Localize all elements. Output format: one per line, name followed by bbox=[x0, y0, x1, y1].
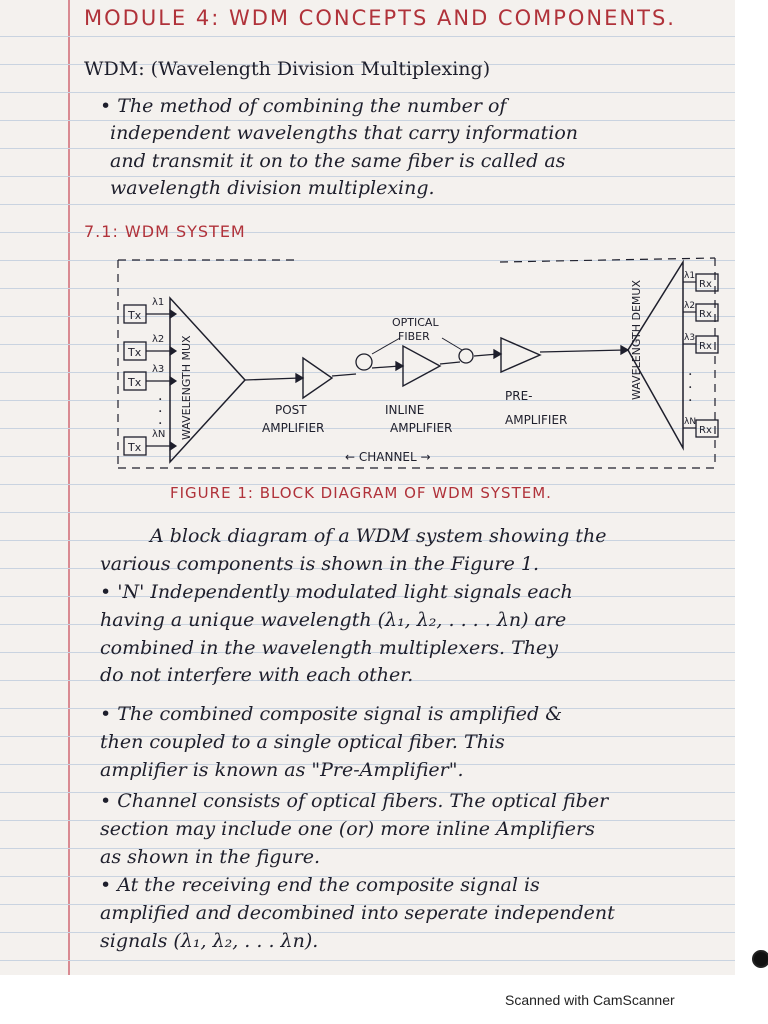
lambda-in-label: λN bbox=[152, 429, 166, 440]
lambda-out-label: λN bbox=[684, 417, 697, 427]
channel-label: ← CHANNEL → bbox=[345, 450, 431, 464]
svg-text:.: . bbox=[158, 412, 163, 428]
definition-line-4: wavelength division multiplexing. bbox=[110, 177, 435, 199]
mux-label: WAVELENGTH MUX bbox=[180, 335, 193, 440]
tx-label: Tx bbox=[128, 346, 142, 359]
body-line-15: signals (λ₁, λ₂, . . . λn). bbox=[100, 930, 319, 952]
post-amp-label: POST bbox=[275, 403, 307, 417]
ruled-line bbox=[0, 960, 735, 961]
body-line-9: amplifier is known as "Pre-Amplifier". bbox=[100, 759, 464, 781]
inline-amp-label: AMPLIFIER bbox=[390, 421, 453, 435]
page-title: MODULE 4: WDM CONCEPTS AND COMPONENTS. bbox=[84, 6, 676, 30]
fiber-label: FIBER bbox=[398, 330, 430, 343]
body-line-8: then coupled to a single optical fiber. This bbox=[100, 731, 505, 753]
scanner-footer: Scanned with CamScanner bbox=[505, 992, 675, 1008]
section-heading: 7.1: WDM SYSTEM bbox=[84, 222, 246, 241]
lambda-out-label: λ1 bbox=[684, 271, 696, 281]
rx-label: Rx bbox=[699, 309, 712, 320]
rx-label: Rx bbox=[699, 279, 712, 290]
tx-boxes bbox=[124, 305, 146, 455]
fiber-spool-icon bbox=[459, 349, 473, 363]
body-line-11: section may include one (or) more inline Amplifiers bbox=[100, 818, 595, 840]
wdm-heading: WDM: (Wavelength Division Multiplexing) bbox=[84, 58, 491, 80]
lambda-in-label: λ3 bbox=[152, 364, 165, 375]
tx-label: Tx bbox=[128, 376, 142, 389]
ruled-line bbox=[0, 512, 735, 513]
body-line-14: amplified and decombined into seperate independent bbox=[100, 902, 615, 924]
fiber-spool-icon bbox=[356, 354, 372, 370]
lambda-in-label: λ2 bbox=[152, 334, 165, 345]
svg-text:.: . bbox=[688, 363, 693, 379]
definition-line-1: • The method of combining the number of bbox=[100, 95, 507, 117]
demux-label: WAVELENGTH DEMUX bbox=[630, 280, 643, 400]
pre-amplifier bbox=[501, 338, 540, 372]
body-line-5: combined in the wavelength multiplexers. They bbox=[100, 637, 559, 659]
svg-text:.: . bbox=[158, 388, 163, 404]
pre-amp-label: AMPLIFIER bbox=[505, 413, 568, 427]
inline-amp-label: INLINE bbox=[385, 403, 425, 417]
body-line-2: various components is shown in the Figure 1. bbox=[100, 553, 540, 575]
body-line-12: as shown in the figure. bbox=[100, 846, 321, 868]
body-line-1: A block diagram of a WDM system showing the bbox=[150, 525, 607, 547]
lambda-out-label: λ3 bbox=[684, 333, 696, 343]
body-line-3: • 'N' Independently modulated light signals each bbox=[100, 581, 573, 603]
lambda-in-label: λ1 bbox=[152, 297, 165, 308]
page-corner-mark bbox=[752, 950, 768, 968]
svg-text:.: . bbox=[688, 389, 693, 405]
pre-amp-label: PRE- bbox=[505, 389, 533, 403]
inline-amplifier bbox=[403, 346, 440, 386]
body-line-6: do not interfere with each other. bbox=[100, 664, 414, 686]
svg-text:.: . bbox=[158, 400, 163, 416]
post-amp-label: AMPLIFIER bbox=[262, 421, 325, 435]
body-line-10: • Channel consists of optical fibers. The optical fiber bbox=[100, 790, 609, 812]
svg-text:.: . bbox=[688, 376, 693, 392]
rx-label: Rx bbox=[699, 341, 712, 352]
tx-label: Tx bbox=[128, 309, 142, 322]
body-line-13: • At the receiving end the composite signal is bbox=[100, 874, 540, 896]
post-amplifier bbox=[303, 358, 332, 398]
definition-line-3: and transmit it on to the same fiber is called as bbox=[110, 150, 566, 172]
lambda-out-label: λ2 bbox=[684, 301, 696, 311]
body-line-7: • The combined composite signal is amplified & bbox=[100, 703, 563, 725]
tx-label: Tx bbox=[128, 441, 142, 454]
rx-label: Rx bbox=[699, 425, 712, 436]
figure-caption: FIGURE 1: BLOCK DIAGRAM OF WDM SYSTEM. bbox=[170, 484, 552, 502]
body-line-4: having a unique wavelength (λ₁, λ₂, . . . . λn) are bbox=[100, 609, 567, 631]
fiber-label: OPTICAL bbox=[392, 316, 439, 329]
definition-line-2: independent wavelengths that carry information bbox=[110, 122, 579, 144]
wdm-block-diagram bbox=[0, 0, 735, 480]
